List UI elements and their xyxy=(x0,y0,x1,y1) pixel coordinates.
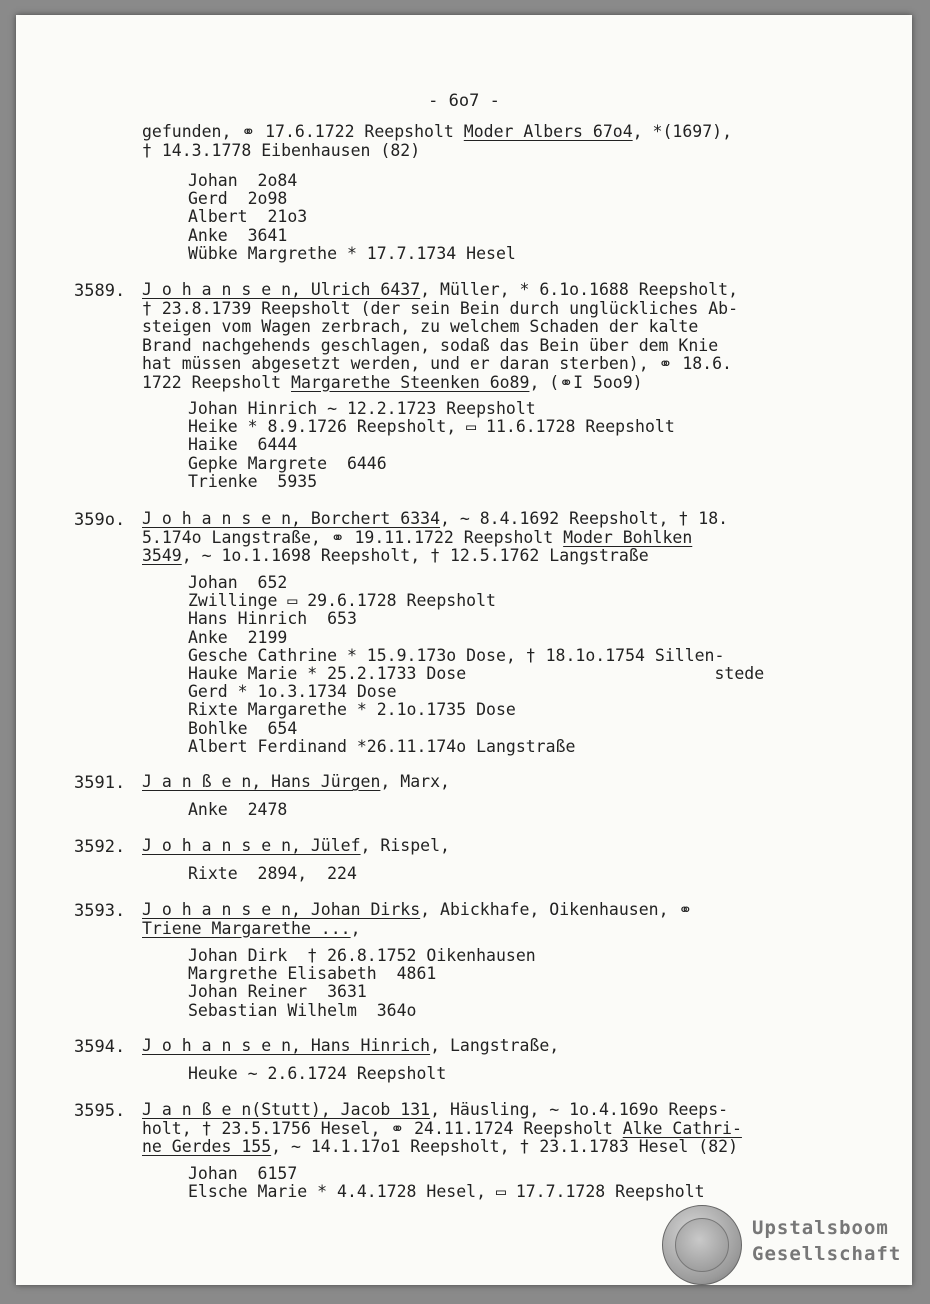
list-item: Johan 652 xyxy=(188,573,288,592)
list-item: Albert 21o3 xyxy=(188,207,308,227)
entry-3590-children xyxy=(188,574,764,756)
list-item: Gesche Cathrine * 15.9.173o Dose, † 18.1o.1754 Sillen- xyxy=(188,645,725,665)
list-item: Anke 2478 xyxy=(188,800,288,819)
entry-3589-children xyxy=(188,400,675,491)
top-entry: gefunden, ⚭ 17.6.1722 Reepsholt Moder Albers 67o4, *(1697), † 14.3.1778 Eibenhausen (82) xyxy=(142,122,733,160)
brand-line-2: Gesellschaft xyxy=(752,1243,902,1265)
list-item: Haike 6444 xyxy=(188,435,298,455)
list-item: Bohlke 654 xyxy=(188,718,298,738)
list-item: Sebastian Wilhelm 364o xyxy=(188,1000,417,1020)
list-item: Johan 6157 xyxy=(188,1164,298,1183)
list-item: Zwillinge ▭ 29.6.1728 Reepsholt xyxy=(188,591,496,611)
list-item: Gepke Margrete 6446 xyxy=(188,453,387,473)
seal-logo xyxy=(662,1205,742,1285)
entry-number: 3592. xyxy=(74,837,126,857)
seal-inner xyxy=(675,1218,729,1272)
entry-3595-children xyxy=(188,1165,705,1201)
entry-3590: J o h a n s e n, Borchert 6334, ~ 8.4.1692 Reepsholt, † 18. 5.174o Langstraße, ⚭ 19.11.1722 Reepsholt Moder Bohlken 3549, ~ 1o.1.1698 Reepsholt, † 12.5.1762 Langstraße xyxy=(142,509,729,565)
entry-3591: J a n ß e n, Hans Jürgen, Marx, xyxy=(142,772,450,791)
page-number: - 6o7 - xyxy=(428,91,500,111)
entry-3592: J o h a n s e n, Jülef, Rispel, xyxy=(142,836,450,855)
list-item: Albert Ferdinand *26.11.174o Langstraße xyxy=(188,736,576,756)
entry-number: 3589. xyxy=(74,281,126,301)
list-item: Johan Reiner 3631 xyxy=(188,982,367,1002)
list-item: Margrethe Elisabeth 4861 xyxy=(188,964,437,984)
entry-3594-children xyxy=(188,1065,446,1083)
list-item: Wübke Margrethe * 17.7.1734 Hesel xyxy=(188,243,516,263)
list-item: Hauke Marie * 25.2.1733 Dose stede xyxy=(188,664,765,684)
brand-watermark xyxy=(752,1215,901,1267)
entry-number: 3595. xyxy=(74,1101,126,1121)
list-item: Rixte Margarethe * 2.1o.1735 Dose xyxy=(188,700,516,720)
document-page xyxy=(16,15,912,1285)
entry-3593-children xyxy=(188,947,536,1020)
list-item: Heuke ~ 2.6.1724 Reepsholt xyxy=(188,1064,447,1083)
brand-line-1: Upstalsboom xyxy=(752,1217,889,1239)
entry-3595: J a n ß e n(Stutt), Jacob 131, Häusling, ~ 1o.4.169o Reeps- holt, † 23.5.1756 Hesel, ⚭ 24.11.1724 Reepsholt Alke Cathri- ne Gerdes 155, ~ 14.1.17o1 Reepsholt, † 23.1.1783 Hesel (82) xyxy=(142,1100,742,1156)
entry-3591-children xyxy=(188,801,287,819)
list-item: Gerd * 1o.3.1734 Dose xyxy=(188,682,397,702)
entry-number: 359o. xyxy=(74,510,126,530)
list-item: Elsche Marie * 4.4.1728 Hesel, ▭ 17.7.1728 Reepsholt xyxy=(188,1182,705,1202)
entry-3593: J o h a n s e n, Johan Dirks, Abickhafe, Oikenhausen, ⚭ Triene Margarethe ..., xyxy=(142,900,693,938)
list-item: Johan 2o84 xyxy=(188,171,298,190)
list-item: Rixte 2894, 224 xyxy=(188,864,357,883)
list-item: Johan Hinrich ~ 12.2.1723 Reepsholt xyxy=(188,399,536,418)
list-item: Anke 3641 xyxy=(188,225,288,245)
entry-3594: J o h a n s e n, Hans Hinrich, Langstraße, xyxy=(142,1036,560,1055)
entry-3592-children xyxy=(188,865,357,883)
list-item: Trienke 5935 xyxy=(188,471,318,491)
top-entry-children xyxy=(188,172,516,263)
entry-3589: J o h a n s e n, Ulrich 6437, Müller, * 6.1o.1688 Reepsholt, † 23.8.1739 Reepsholt (der sein Bein durch unglückliches Ab- steigen vom Wagen zerbrach, zu welchem Schaden der kalte Brand nachgehends geschlagen, sodaß das Bein über dem Knie hat müssen abgesetzt werden, und er daran sterben), ⚭ 18.6. 1722 Reepsholt Margarethe Steenken 6o89, (⚭I 5oo9) xyxy=(142,280,739,392)
entry-number: 3593. xyxy=(74,901,126,921)
list-item: Johan Dirk † 26.8.1752 Oikenhausen xyxy=(188,946,536,965)
list-item: Anke 2199 xyxy=(188,627,288,647)
list-item: Heike * 8.9.1726 Reepsholt, ▭ 11.6.1728 Reepsholt xyxy=(188,417,675,437)
list-item: Gerd 2o98 xyxy=(188,189,288,209)
entry-number: 3594. xyxy=(74,1037,126,1057)
list-item: Hans Hinrich 653 xyxy=(188,609,357,629)
entry-number: 3591. xyxy=(74,773,126,793)
